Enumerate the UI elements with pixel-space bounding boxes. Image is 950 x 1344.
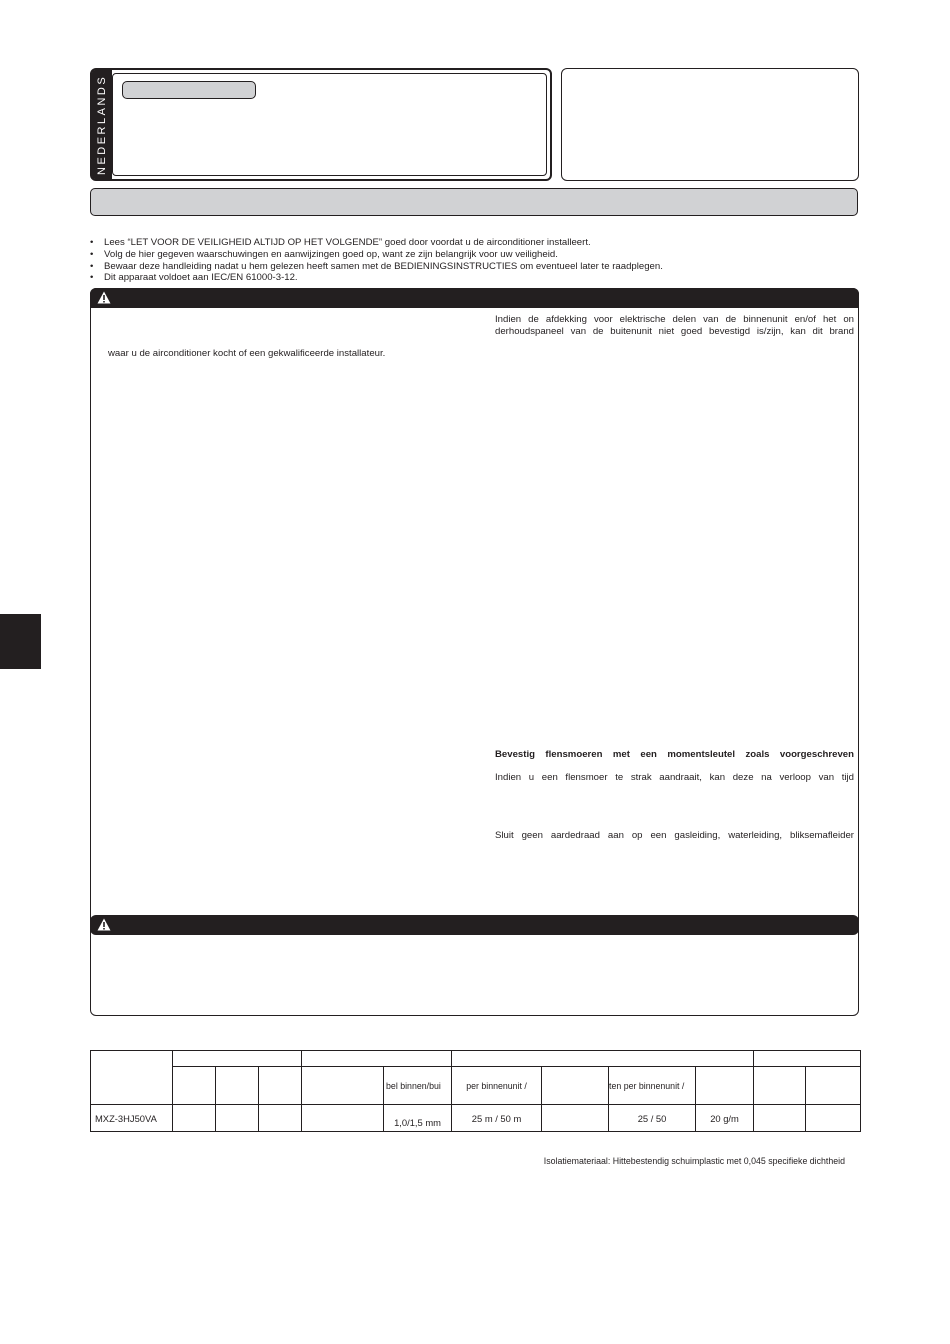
- table-subheader-row: [91, 1067, 861, 1105]
- table-header-cell: [302, 1067, 384, 1105]
- table-cell: [259, 1105, 302, 1132]
- table-cell: 20 g/m: [696, 1105, 754, 1132]
- language-strip: [92, 70, 112, 179]
- table-header-cell: [91, 1051, 173, 1105]
- header-right-box: [561, 68, 859, 181]
- side-language-tab: [0, 614, 41, 669]
- warning-triangle-icon: [97, 291, 111, 304]
- table-header-cell: [216, 1067, 259, 1105]
- table-cell: 25 / 50: [609, 1105, 696, 1132]
- table-header-cell: [754, 1067, 806, 1105]
- table-cell: [754, 1105, 806, 1132]
- caution-header-bar: [90, 915, 859, 935]
- title-pill: [122, 81, 256, 99]
- table-cell-model: MXZ-3HJ50VA: [91, 1105, 173, 1132]
- table-header-cell: [696, 1067, 754, 1105]
- table-cell: [216, 1105, 259, 1132]
- insulation-footnote: Isolatiemateriaal: Hittebestendig schuimplastic met 0,045 specifieke dichtheid: [543, 1156, 845, 1166]
- intro-bullet: • Lees “LET VOOR DE VEILIGHEID ALTIJD OP HET VOLGENDE” goed door voordat u de airconditioner installeert.: [90, 237, 860, 249]
- table-cell: [302, 1105, 384, 1132]
- intro-bullet: • Dit apparaat voldoet aan IEC/EN 61000-3-12.: [90, 272, 860, 284]
- table-header-row: [91, 1051, 861, 1067]
- caution-triangle-icon: [97, 918, 111, 931]
- warning-right-line: derhoudspaneel van de buitenunit niet goed bevestigd is/zijn, kan dit brand: [495, 326, 854, 337]
- table-header-cell: [452, 1051, 754, 1067]
- table-header-cell: [806, 1067, 861, 1105]
- warning-right-line: Indien de afdekking voor elektrische delen van de binnenunit en/of het on: [495, 314, 854, 325]
- earth-wire-text: Sluit geen aardedraad aan op een gasleiding, waterleiding, bliksemafleider: [495, 830, 854, 841]
- warning-left-line: waar u de airconditioner kocht of een gekwalificeerde installateur.: [108, 348, 386, 359]
- table-cell: [542, 1105, 609, 1132]
- table-header-cell: [173, 1051, 302, 1067]
- intro-bullet: • Bewaar deze handleiding nadat u hem gelezen heeft samen met de BEDIENINGSINSTRUCTIES om eventueel later te raadplegen.: [90, 261, 860, 273]
- table-header-cell: [542, 1067, 609, 1105]
- spec-table: [90, 1050, 861, 1132]
- table-header-cell: [173, 1067, 216, 1105]
- table-header-cell: [259, 1067, 302, 1105]
- flare-nut-heading: Bevestig flensmoeren met een momentsleutel zoals voorgeschreven: [495, 749, 854, 760]
- table-header-cell: [754, 1051, 861, 1067]
- table-cell: [173, 1105, 216, 1132]
- intro-bullet: • Volg de hier gegeven waarschuwingen en aanwijzingen goed op, want ze zijn belangrijk voor uw veiligheid.: [90, 249, 860, 261]
- table-cell: [806, 1105, 861, 1132]
- table-header-cell: per binnenunit /: [452, 1067, 542, 1105]
- table-header-cell: bel binnen/bui: [384, 1067, 452, 1105]
- intro-bullet-list: [90, 237, 860, 284]
- table-header-cell: ten per binnenunit /: [609, 1067, 696, 1105]
- table-cell: 1,0/1,5 mm: [384, 1105, 452, 1132]
- flare-nut-text: Indien u een flensmoer te strak aandraait, kan deze na verloop van tijd: [495, 772, 854, 783]
- table-row: [91, 1105, 861, 1132]
- warning-header-bar: [90, 288, 859, 308]
- language-label: NEDERLANDS: [96, 74, 108, 175]
- section-banner: [90, 188, 858, 216]
- table-header-cell: [302, 1051, 452, 1067]
- warning-box: [90, 288, 859, 1016]
- table-cell: 25 m / 50 m: [452, 1105, 542, 1132]
